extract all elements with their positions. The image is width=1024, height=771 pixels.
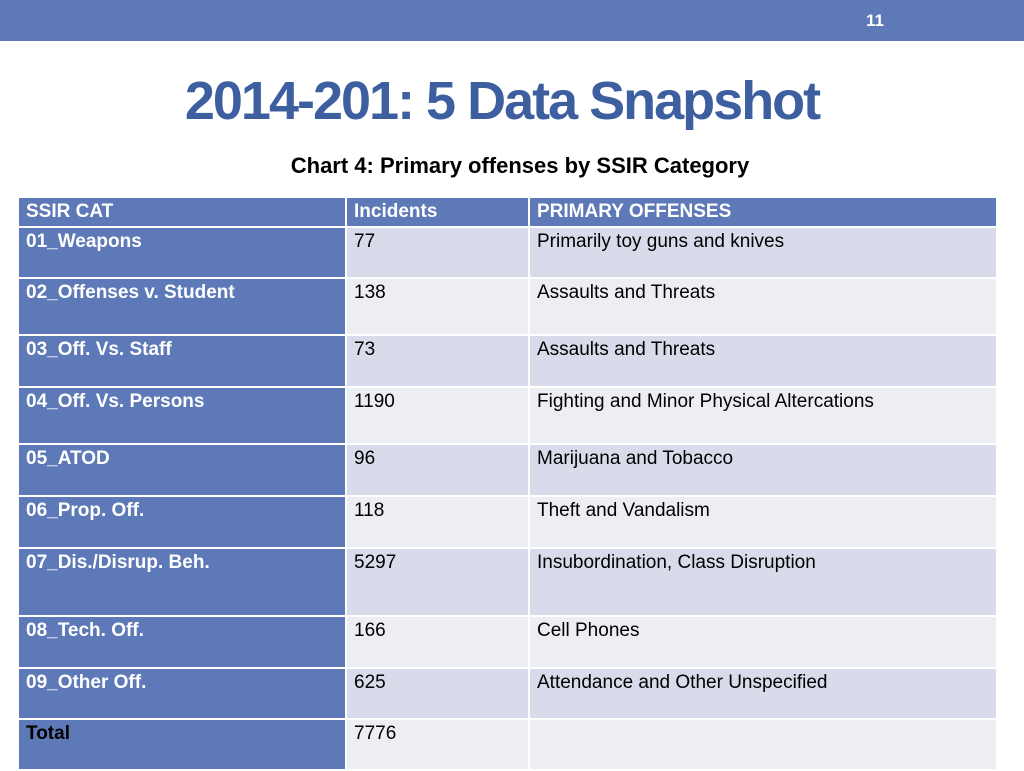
category-cell: 09_Other Off. <box>18 668 346 719</box>
category-cell: 08_Tech. Off. <box>18 616 346 668</box>
table-row <box>18 444 997 496</box>
offenses-cell: Insubordination, Class Disruption <box>529 548 997 616</box>
offenses-cell: Primarily toy guns and knives <box>529 227 997 278</box>
offenses-cell: Theft and Vandalism <box>529 496 997 548</box>
incidents-cell: 118 <box>346 496 529 548</box>
offenses-cell: Attendance and Other Unspecified <box>529 668 997 719</box>
table-row <box>18 496 997 548</box>
incidents-cell: 138 <box>346 278 529 335</box>
incidents-cell: 96 <box>346 444 529 496</box>
total-offenses-cell <box>529 719 997 770</box>
table-row <box>18 548 997 616</box>
category-cell: 01_Weapons <box>18 227 346 278</box>
incidents-cell: 1190 <box>346 387 529 444</box>
chart-caption: Chart 4: Primary offenses by SSIR Category <box>290 153 750 178</box>
top-header-bar <box>0 0 1024 41</box>
table-row <box>18 387 997 444</box>
offenses-cell: Cell Phones <box>529 616 997 668</box>
incidents-cell: 73 <box>346 335 529 387</box>
table-header-row <box>18 197 997 227</box>
category-cell: 05_ATOD <box>18 444 346 496</box>
category-cell: 02_Offenses v. Student <box>18 278 346 335</box>
total-incidents-cell: 7776 <box>346 719 529 770</box>
table-row <box>18 616 997 668</box>
header-ssir-cat: SSIR CAT <box>18 197 346 227</box>
slide-page-number: 11 <box>866 11 884 30</box>
slide-title: 2014-201: 5 Data Snapshot <box>184 71 820 131</box>
offenses-table <box>17 196 998 771</box>
table-row-total <box>18 719 997 770</box>
incidents-cell: 625 <box>346 668 529 719</box>
header-primary-offenses: PRIMARY OFFENSES <box>529 197 997 227</box>
incidents-cell: 5297 <box>346 548 529 616</box>
category-cell: 07_Dis./Disrup. Beh. <box>18 548 346 616</box>
total-label-cell: Total <box>18 719 346 770</box>
category-cell: 03_Off. Vs. Staff <box>18 335 346 387</box>
incidents-cell: 166 <box>346 616 529 668</box>
offenses-cell: Assaults and Threats <box>529 335 997 387</box>
offenses-cell: Marijuana and Tobacco <box>529 444 997 496</box>
table-row <box>18 668 997 719</box>
table-row <box>18 227 997 278</box>
table-row <box>18 335 997 387</box>
offenses-cell: Fighting and Minor Physical Altercations <box>529 387 997 444</box>
table-row <box>18 278 997 335</box>
incidents-cell: 77 <box>346 227 529 278</box>
header-incidents: Incidents <box>346 197 529 227</box>
offenses-cell: Assaults and Threats <box>529 278 997 335</box>
category-cell: 06_Prop. Off. <box>18 496 346 548</box>
category-cell: 04_Off. Vs. Persons <box>18 387 346 444</box>
